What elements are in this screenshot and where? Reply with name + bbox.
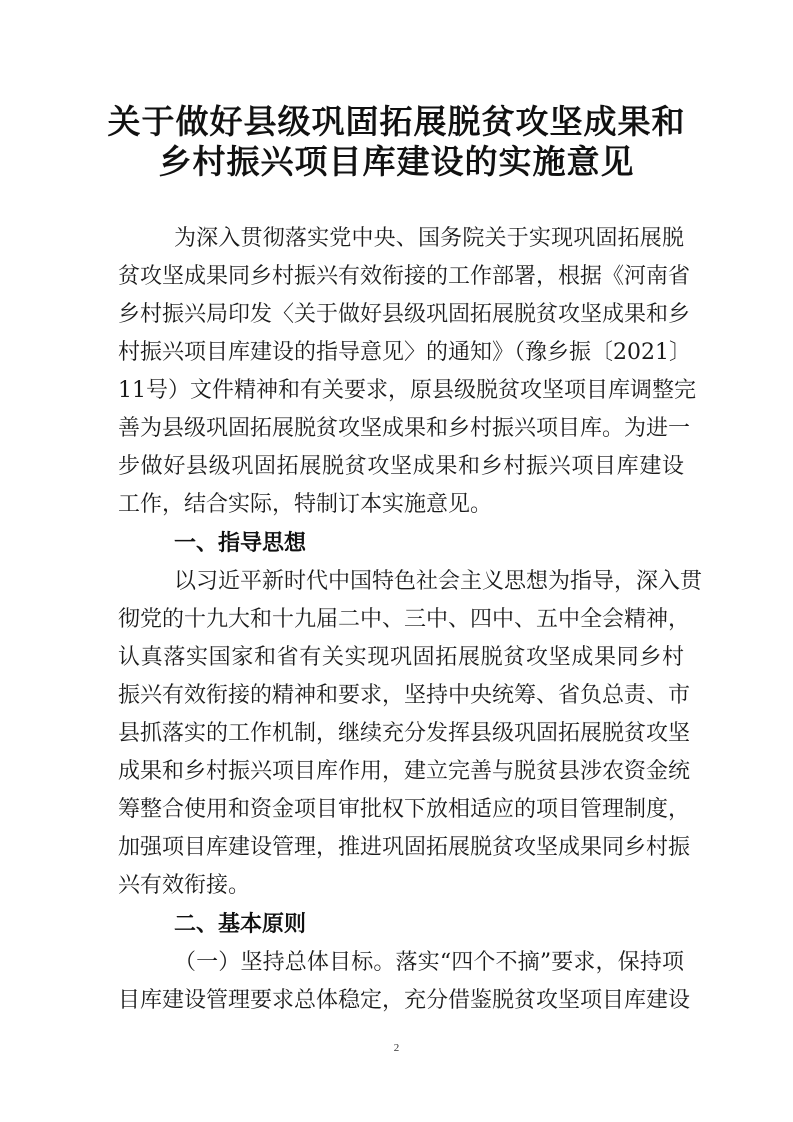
section-1-line: 以习近平新时代中国特色社会主义思想为指导，深入贯	[174, 569, 703, 594]
section-1-line: 成果和乡村振兴项目库作用，建立完善与脱贫县涉农资金统	[118, 759, 691, 784]
page-number: 2	[393, 1042, 400, 1054]
section-2-line: 目库建设管理要求总体稳定，充分借鉴脱贫攻坚项目库建设	[118, 988, 691, 1013]
intro-line: 乡村振兴局印发〈关于做好县级巩固拓展脱贫攻坚成果和乡	[118, 302, 691, 327]
intro-line: 善为县级巩固拓展脱贫攻坚成果和乡村振兴项目库。为进一	[118, 416, 691, 441]
section-1-line: 振兴有效衔接的精神和要求，坚持中央统筹、省负总责、市	[118, 683, 691, 708]
section-1-line: 加强项目库建设管理，推进巩固拓展脱贫攻坚成果同乡村振	[118, 835, 691, 860]
section-heading-basic-principles: 二、基本原则	[174, 912, 307, 937]
document-title-line-2: 乡村振兴项目库建设的实施意见	[158, 142, 635, 181]
section-1-line: 县抓落实的工作机制，继续充分发挥县级巩固拓展脱贫攻坚	[118, 721, 691, 746]
section-1-line: 认真落实国家和省有关实现巩固拓展脱贫攻坚成果同乡村	[118, 645, 684, 670]
intro-line: 贫攻坚成果同乡村振兴有效衔接的工作部署，根据《河南省	[118, 264, 691, 289]
intro-line: 步做好县级巩固拓展脱贫攻坚成果和乡村振兴项目库建设	[118, 454, 684, 479]
intro-line: 为深入贯彻落实党中央、国务院关于实现巩固拓展脱	[174, 226, 684, 251]
section-1-line: 筹整合使用和资金项目审批权下放相适应的项目管理制度，	[118, 797, 691, 822]
section-heading-guiding-thought: 一、指导思想	[174, 531, 307, 556]
section-1-line: 兴有效衔接。	[118, 873, 251, 898]
document-title-line-1: 关于做好县级巩固拓展脱贫攻坚成果和	[107, 102, 686, 141]
section-2-line: （一）坚持总体目标。落实“四个不摘”要求，保持项	[174, 950, 684, 975]
intro-line: 11号）文件精神和有关要求，原县级脱贫攻坚项目库调整完	[118, 378, 696, 403]
section-1-line: 彻党的十九大和十九届二中、三中、四中、五中全会精神，	[118, 607, 691, 632]
intro-line: 村振兴项目库建设的指导意见〉的通知》（豫乡振〔2021〕	[118, 340, 691, 365]
intro-line: 工作，结合实际，特制订本实施意见。	[118, 492, 493, 517]
